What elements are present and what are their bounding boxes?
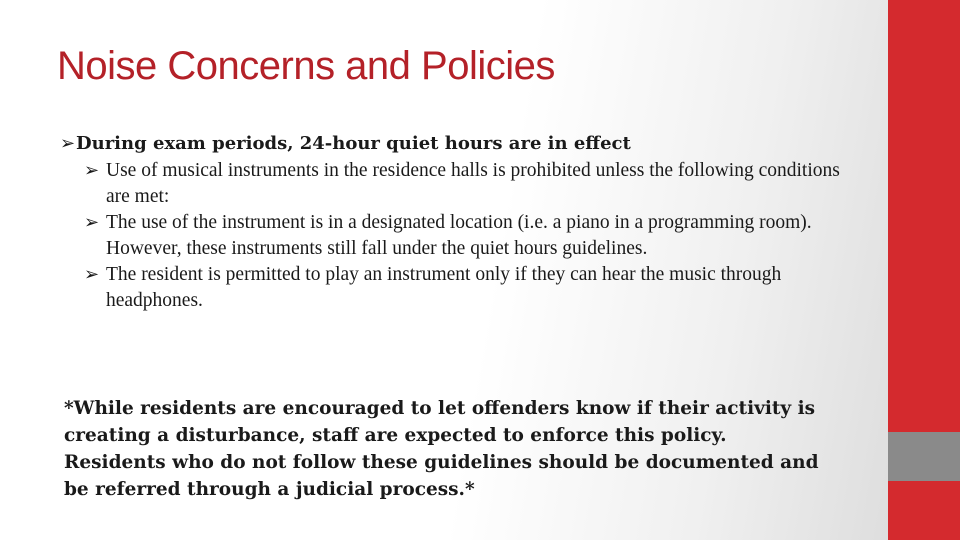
bullet-sub-text: The use of the instrument is in a designated location (i.e. a piano in a programming room). However, these instruments still fall under the quiet hours guidelines. (106, 212, 812, 259)
arrow-bullet-icon: ➢ (84, 264, 100, 285)
bullet-main (60, 130, 860, 158)
bullet-sub-3 (84, 262, 860, 314)
policy-note: *While residents are encouraged to let offenders know if their activity is creating a disturbance, staff are expected to enforce this policy. Residents who do not follow these guidelines should be documented and be referred through a judicial process.* (64, 398, 819, 500)
bullet-sub-text: The resident is permitted to play an instrument only if they can hear the music through headphones. (106, 264, 782, 311)
side-gray-block (888, 432, 960, 481)
bullet-sub-1 (84, 158, 860, 210)
arrow-bullet-icon: ➢ (84, 212, 100, 233)
bullet-main-text: During exam periods, 24-hour quiet hours are in effect (76, 133, 631, 154)
slide-title: Noise Concerns and Policies (57, 44, 555, 88)
bullet-sub-text: Use of musical instruments in the residence halls is prohibited unless the following conditions are met: (106, 160, 840, 207)
bullet-list (60, 130, 860, 314)
arrow-bullet-icon: ➢ (60, 133, 76, 154)
bullet-sub-2 (84, 210, 860, 262)
arrow-bullet-icon: ➢ (84, 160, 100, 181)
